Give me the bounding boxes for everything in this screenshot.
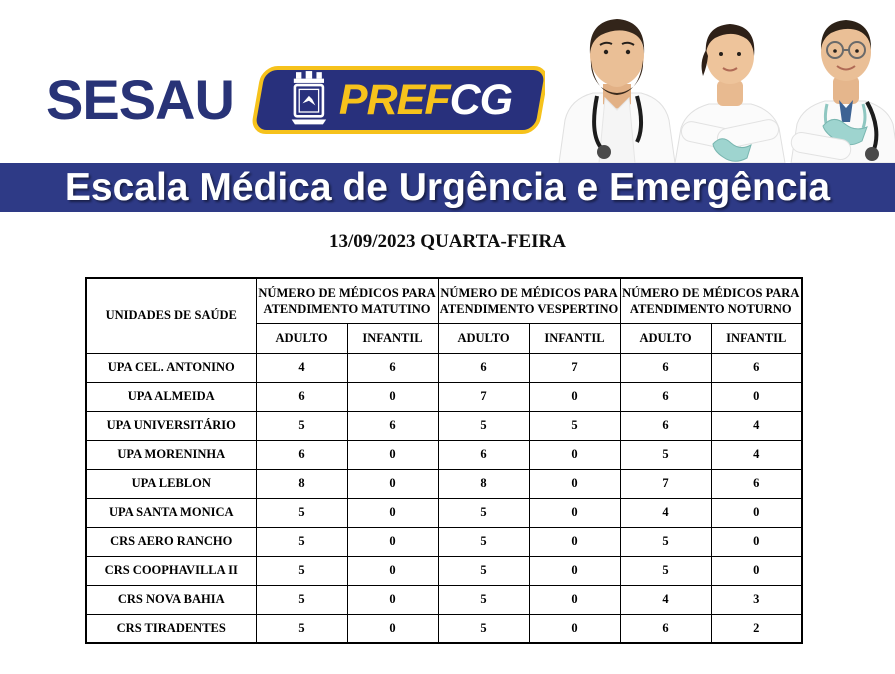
value-cell: 0 (529, 382, 620, 411)
table-row (86, 585, 802, 614)
value-cell: 4 (711, 440, 802, 469)
header (0, 0, 895, 163)
subheader-adulto: ADULTO (438, 323, 529, 353)
table-row (86, 440, 802, 469)
value-cell: 5 (438, 614, 529, 643)
value-cell: 5 (438, 498, 529, 527)
value-cell: 7 (529, 353, 620, 382)
page-title: Escala Médica de Urgência e Emergência (64, 165, 831, 209)
value-cell: 5 (620, 440, 711, 469)
group-header-row (86, 278, 802, 323)
subheader-adulto: ADULTO (256, 323, 347, 353)
value-cell: 0 (529, 498, 620, 527)
value-cell: 7 (620, 469, 711, 498)
value-cell: 6 (620, 411, 711, 440)
value-cell: 8 (256, 469, 347, 498)
value-cell: 7 (438, 382, 529, 411)
value-cell: 6 (620, 353, 711, 382)
table-row (86, 353, 802, 382)
value-cell: 8 (438, 469, 529, 498)
value-cell: 0 (711, 498, 802, 527)
value-cell: 5 (529, 411, 620, 440)
value-cell: 0 (711, 527, 802, 556)
cg-text: CG (450, 75, 513, 124)
value-cell: 5 (256, 585, 347, 614)
table-row (86, 556, 802, 585)
value-cell: 0 (711, 382, 802, 411)
doctors-photo (545, 0, 895, 163)
value-cell: 5 (256, 411, 347, 440)
group-header-noturno: NÚMERO DE MÉDICOS PARA ATENDIMENTO NOTURNO (620, 278, 802, 323)
prefcg-wordmark (339, 75, 513, 124)
unit-name-cell: UPA LEBLON (86, 469, 256, 498)
value-cell: 2 (711, 614, 802, 643)
value-cell: 5 (620, 527, 711, 556)
group-header-matutino: NÚMERO DE MÉDICOS PARA ATENDIMENTO MATUTINO (256, 278, 438, 323)
value-cell: 0 (347, 498, 438, 527)
logo-group (46, 66, 544, 134)
date-heading: 13/09/2023 QUARTA-FEIRA (328, 231, 566, 252)
title-banner (0, 163, 895, 212)
unit-name-cell: CRS TIRADENTES (86, 614, 256, 643)
value-cell: 0 (529, 440, 620, 469)
pref-text: PREF (339, 75, 451, 124)
value-cell: 0 (529, 556, 620, 585)
value-cell: 6 (347, 353, 438, 382)
value-cell: 4 (711, 411, 802, 440)
group-header-vespertino: NÚMERO DE MÉDICOS PARA ATENDIMENTO VESPERTINO (438, 278, 620, 323)
unit-name-cell: CRS AERO RANCHO (86, 527, 256, 556)
value-cell: 5 (438, 556, 529, 585)
unit-name-cell: CRS NOVA BAHIA (86, 585, 256, 614)
unit-name-cell: CRS COOPHAVILLA II (86, 556, 256, 585)
units-column-header: UNIDADES DE SAÚDE (86, 278, 256, 353)
unit-name-cell: UPA CEL. ANTONINO (86, 353, 256, 382)
value-cell: 4 (620, 498, 711, 527)
value-cell: 5 (256, 498, 347, 527)
value-cell: 0 (529, 614, 620, 643)
value-cell: 6 (620, 614, 711, 643)
value-cell: 0 (347, 585, 438, 614)
unit-name-cell: UPA MORENINHA (86, 440, 256, 469)
value-cell: 4 (256, 353, 347, 382)
value-cell: 5 (438, 411, 529, 440)
value-cell: 5 (256, 614, 347, 643)
value-cell: 3 (711, 585, 802, 614)
schedule-table (85, 277, 803, 644)
campo-grande-crest-icon (287, 70, 331, 131)
value-cell: 6 (711, 353, 802, 382)
value-cell: 4 (620, 585, 711, 614)
value-cell: 6 (620, 382, 711, 411)
value-cell: 6 (347, 411, 438, 440)
subheader-infantil: INFANTIL (529, 323, 620, 353)
value-cell: 0 (347, 440, 438, 469)
value-cell: 0 (529, 585, 620, 614)
value-cell: 5 (438, 527, 529, 556)
subheader-infantil: INFANTIL (711, 323, 802, 353)
table-row (86, 527, 802, 556)
subheader-infantil: INFANTIL (347, 323, 438, 353)
unit-name-cell: UPA ALMEIDA (86, 382, 256, 411)
value-cell: 0 (711, 556, 802, 585)
value-cell: 0 (347, 527, 438, 556)
value-cell: 6 (256, 382, 347, 411)
value-cell: 0 (347, 556, 438, 585)
value-cell: 6 (711, 469, 802, 498)
value-cell: 6 (438, 440, 529, 469)
value-cell: 0 (347, 469, 438, 498)
value-cell: 5 (620, 556, 711, 585)
value-cell: 5 (256, 527, 347, 556)
prefcg-logo (250, 66, 550, 134)
value-cell: 0 (529, 469, 620, 498)
table-row (86, 411, 802, 440)
unit-name-cell: UPA UNIVERSITÁRIO (86, 411, 256, 440)
table-row (86, 382, 802, 411)
table-row (86, 614, 802, 643)
value-cell: 6 (438, 353, 529, 382)
value-cell: 5 (256, 556, 347, 585)
value-cell: 5 (438, 585, 529, 614)
value-cell: 0 (529, 527, 620, 556)
subheader-adulto: ADULTO (620, 323, 711, 353)
value-cell: 0 (347, 382, 438, 411)
unit-name-cell: UPA SANTA MONICA (86, 498, 256, 527)
sesau-logo: SESAU (46, 68, 234, 131)
table-row (86, 498, 802, 527)
value-cell: 6 (256, 440, 347, 469)
value-cell: 0 (347, 614, 438, 643)
table-row (86, 469, 802, 498)
prefcg-logo-inner (287, 70, 512, 131)
